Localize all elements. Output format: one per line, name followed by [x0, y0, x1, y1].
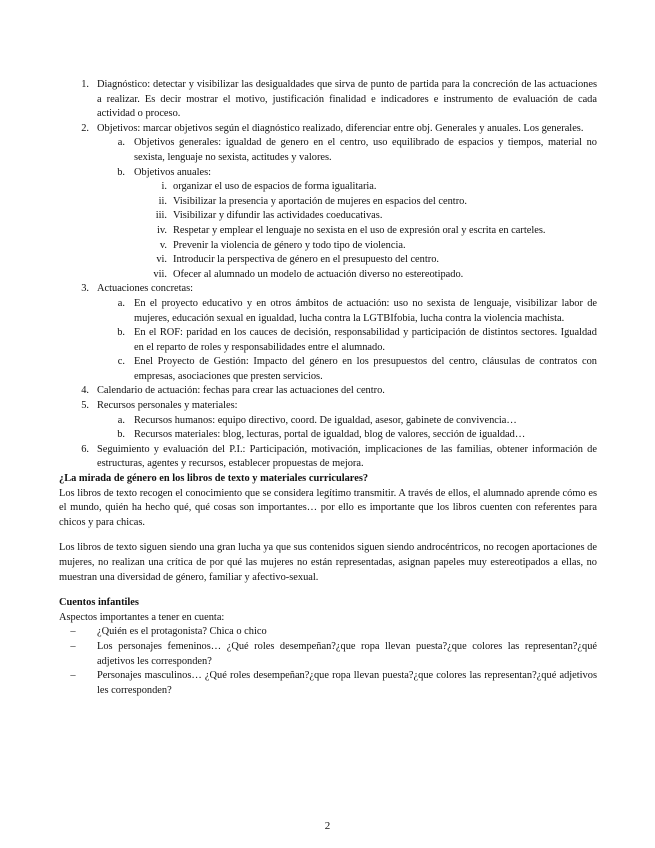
list-item-recursos: [59, 399, 597, 414]
paragraph: Los libros de texto recogen el conocimiento que se considera legítimo transmitir. A través de ellos, el alumnado aprende cómo es el mundo, quién ha hecho qué, qué cosas son importantes… por ello es importante que los libros cuenten con referentes para chicos y para chicas.: [59, 487, 597, 528]
list-item-actuaciones: [59, 282, 597, 297]
dash-marker: –: [70, 640, 76, 652]
list-item-recursos-humanos: [59, 414, 597, 429]
section-heading-libros: ¿La mirada de género en los libros de texto y materiales curriculares?: [59, 473, 369, 485]
list-text: Visibilizar y difundir las actividades coeducativas.: [173, 210, 383, 222]
list-text: Ofecer al alumnado un modelo de actuación diverso no estereotipado.: [173, 268, 464, 280]
list-marker: iii.: [155, 210, 167, 222]
list-marker: iv.: [156, 224, 167, 236]
list-text: Respetar y emplear el lenguaje no sexista en el uso de expresión oral y escrita en carteles.: [173, 224, 546, 236]
list-marker: b.: [117, 166, 125, 178]
page-number: 2: [324, 820, 331, 832]
list-text: En el proyecto educativo y en otros ámbitos de actuación: uso no sexista de lenguaje, visibilizar labor de mujeres, educación sexual en igualdad, lucha contra la LGTBIfobia, lucha contra la violencia machista.: [134, 297, 597, 324]
list-marker: b.: [117, 429, 125, 441]
list-item-roman-vi: [59, 253, 597, 268]
section-heading-cuentos: Cuentos infantiles: [59, 597, 139, 609]
list-marker: ii.: [158, 195, 167, 207]
list-text: Recursos humanos: equipo directivo, coord. De igualdad, asesor, gabinete de convivencia…: [134, 414, 517, 426]
list-text: Los personajes femeninos… ¿Qué roles desempeñan?¿que ropa llevan puesta?¿que colores las representan?¿qué adjetivos les corresponden?: [97, 640, 597, 667]
list-text: Calendario de actuación: fechas para crear las actuaciones del centro.: [97, 385, 385, 397]
list-marker: c.: [117, 356, 125, 368]
list-text: Objetivos: marcar objetivos según el diagnóstico realizado, diferenciar entre obj. Generales y anuales. Los generales.: [97, 122, 584, 134]
list-item-roman-iii: [59, 209, 597, 224]
list-text: Visibilizar la presencia y aportación de mujeres en espacios del centro.: [173, 195, 467, 207]
list-marker: a.: [117, 137, 125, 149]
paragraph: Los libros de texto siguen siendo una gran lucha ya que sus contenidos siguen siendo androcéntricos, no recogen aportaciones de mujeres, no realizan una crítica de por qué las mujeres no están representadas, asignan papeles muy estereotipados a ellas, no muestran una diversidad de género, familiar y afectivo-sexual.: [59, 542, 597, 583]
list-text: Recursos personales y materiales:: [97, 400, 238, 412]
list-text: Introducir la perspectiva de género en el presupuesto del centro.: [173, 254, 440, 266]
list-text: Objetivos generales: igualdad de genero en el centro, uso equilibrado de espacios y tiempos, material no sexista, lenguaje no sexista, actitudes y valores.: [134, 137, 597, 163]
list-item-roman-i: [59, 180, 597, 195]
list-text: Recursos materiales: blog, lecturas, portal de igualdad, blog de valores, sección de igualdad…: [134, 429, 526, 441]
list-marker: 3.: [81, 283, 89, 295]
list-marker: a.: [117, 297, 125, 309]
list-text: Objetivos anuales:: [134, 166, 212, 178]
list-item-seguimiento: [59, 443, 597, 472]
list-item-rof: [59, 326, 597, 355]
list-item-objetivos-generales: [59, 136, 597, 165]
list-marker: vi.: [156, 254, 167, 266]
dash-marker: –: [70, 626, 76, 638]
list-marker: a.: [117, 414, 125, 426]
list-marker: vii.: [153, 268, 167, 280]
list-text: Prevenir la violencia de género y todo tipo de violencia.: [173, 239, 406, 251]
dash-marker: –: [70, 670, 76, 682]
list-text: Seguimiento y evaluación del P.I.: Participación, motivación, implicaciones de las familias, obtener información de estructuras, agentes y recursos, establecer propuestas de mejora.: [97, 443, 597, 470]
list-marker: 1.: [81, 79, 89, 90]
list-item-roman-v: [59, 239, 597, 254]
list-text: ¿Quién es el protagonista? Chica o chico: [97, 626, 267, 638]
list-item-roman-vii: [59, 268, 597, 283]
list-item-proyecto-educativo: [59, 297, 597, 326]
list-item: [59, 625, 597, 640]
list-marker: 5.: [81, 400, 89, 412]
list-item: [59, 640, 597, 669]
list-marker: 2.: [81, 122, 89, 134]
paragraph: Aspectos importantes a tener en cuenta:: [59, 611, 225, 623]
list-text: En el ROF: paridad en los cauces de decisión, responsabilidad y participación de distintos sectores. Igualdad en el reparto de roles y responsabilidades entre el alumnado.: [134, 327, 597, 353]
list-item: [59, 669, 597, 698]
list-text: Actuaciones concretas:: [97, 283, 194, 295]
list-marker: b.: [117, 327, 125, 339]
list-marker: i.: [161, 181, 167, 193]
list-item-objetivos: [59, 122, 597, 137]
list-item-diagnostico: [59, 78, 597, 122]
list-item-objetivos-anuales: [59, 166, 597, 181]
list-item-roman-iv: [59, 224, 597, 239]
list-marker: 6.: [81, 443, 89, 455]
list-marker: v.: [159, 239, 167, 251]
list-item-proyecto-gestion: [59, 355, 597, 384]
paragraph-spacer: [59, 530, 597, 541]
list-text: Personajes masculinos… ¿Qué roles desempeñan?¿que ropa llevan puesta?¿que colores las representan?¿qué adjetivos les corresponden?: [97, 670, 597, 696]
list-item-calendario: [59, 384, 597, 399]
list-text: Enel Proyecto de Gestión: Impacto del género en los presupuestos del centro, cláusulas de contratos con empresas, asociaciones que presten servicios.: [134, 356, 597, 382]
list-text: organizar el uso de espacios de forma igualitaria.: [173, 181, 377, 193]
list-item-recursos-materiales: [59, 428, 597, 443]
list-item-roman-ii: [59, 195, 597, 210]
document-body: [59, 78, 597, 698]
list-text: Diagnóstico: detectar y visibilizar las desigualdades que sirva de punto de partida para la concreción de las actuaciones a realizar. Es decir mostrar el motivo, justificación finalidad e indicadores e instrumento de evaluación de cada actividad o proceso.: [97, 79, 597, 120]
paragraph-spacer: [59, 585, 597, 596]
list-marker: 4.: [81, 385, 89, 397]
